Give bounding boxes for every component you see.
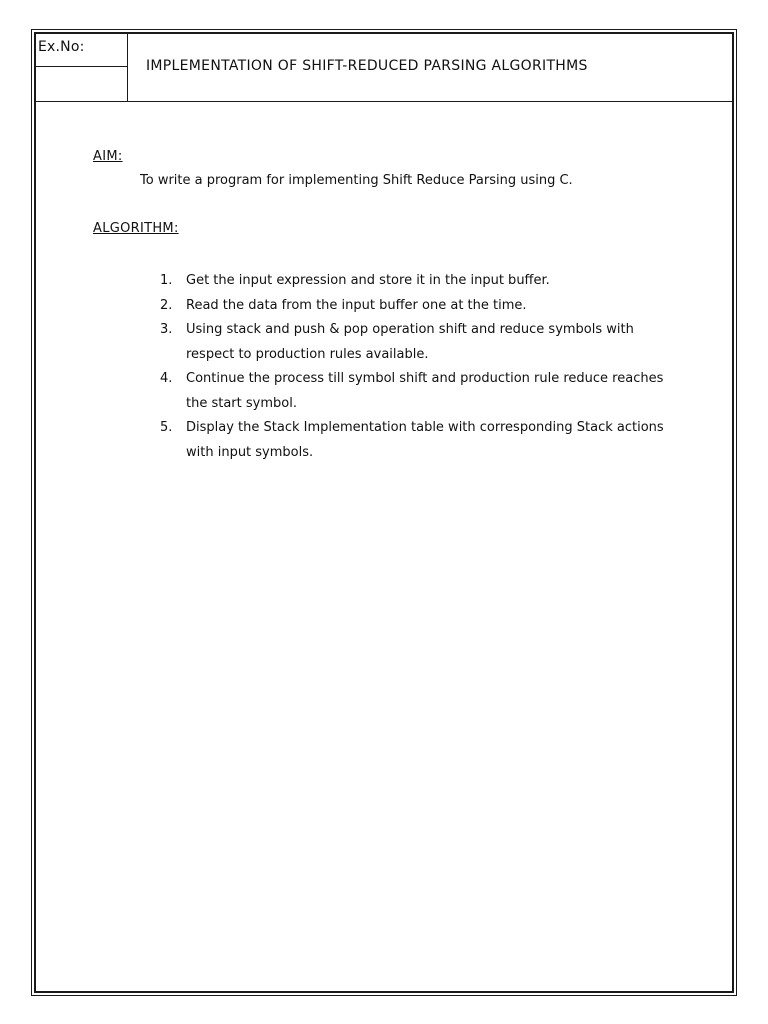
algorithm-step bbox=[160, 416, 680, 465]
step-text: Using stack and push & pop operation shift and reduce symbols with respect to production rules available. bbox=[186, 322, 634, 362]
step-text: Continue the process till symbol shift and production rule reduce reaches the start symbol. bbox=[186, 371, 664, 411]
step-number: 3. bbox=[160, 322, 173, 337]
algorithm-steps-list bbox=[160, 269, 680, 465]
document-title: IMPLEMENTATION OF SHIFT-REDUCED PARSING ALGORITHMS bbox=[146, 58, 588, 74]
step-number: 5. bbox=[160, 420, 173, 435]
step-text: Read the data from the input buffer one at the time. bbox=[186, 297, 527, 313]
algorithm-heading: ALGORITHM: bbox=[93, 221, 179, 236]
algorithm-step bbox=[160, 294, 680, 319]
algorithm-step bbox=[160, 367, 680, 416]
step-text: Get the input expression and store it in the input buffer. bbox=[186, 273, 550, 288]
algorithm-step bbox=[160, 269, 680, 294]
aim-text: To write a program for implementing Shift Reduce Parsing using C. bbox=[140, 173, 573, 188]
step-number: 4. bbox=[160, 371, 173, 386]
exno-label: Ex.No: bbox=[38, 39, 85, 55]
aim-heading: AIM: bbox=[93, 149, 123, 164]
step-number: 1. bbox=[160, 273, 173, 288]
step-text: Display the Stack Implementation table with corresponding Stack actions with input symbols. bbox=[186, 420, 664, 460]
algorithm-step bbox=[160, 318, 680, 367]
step-number: 2. bbox=[160, 297, 173, 313]
